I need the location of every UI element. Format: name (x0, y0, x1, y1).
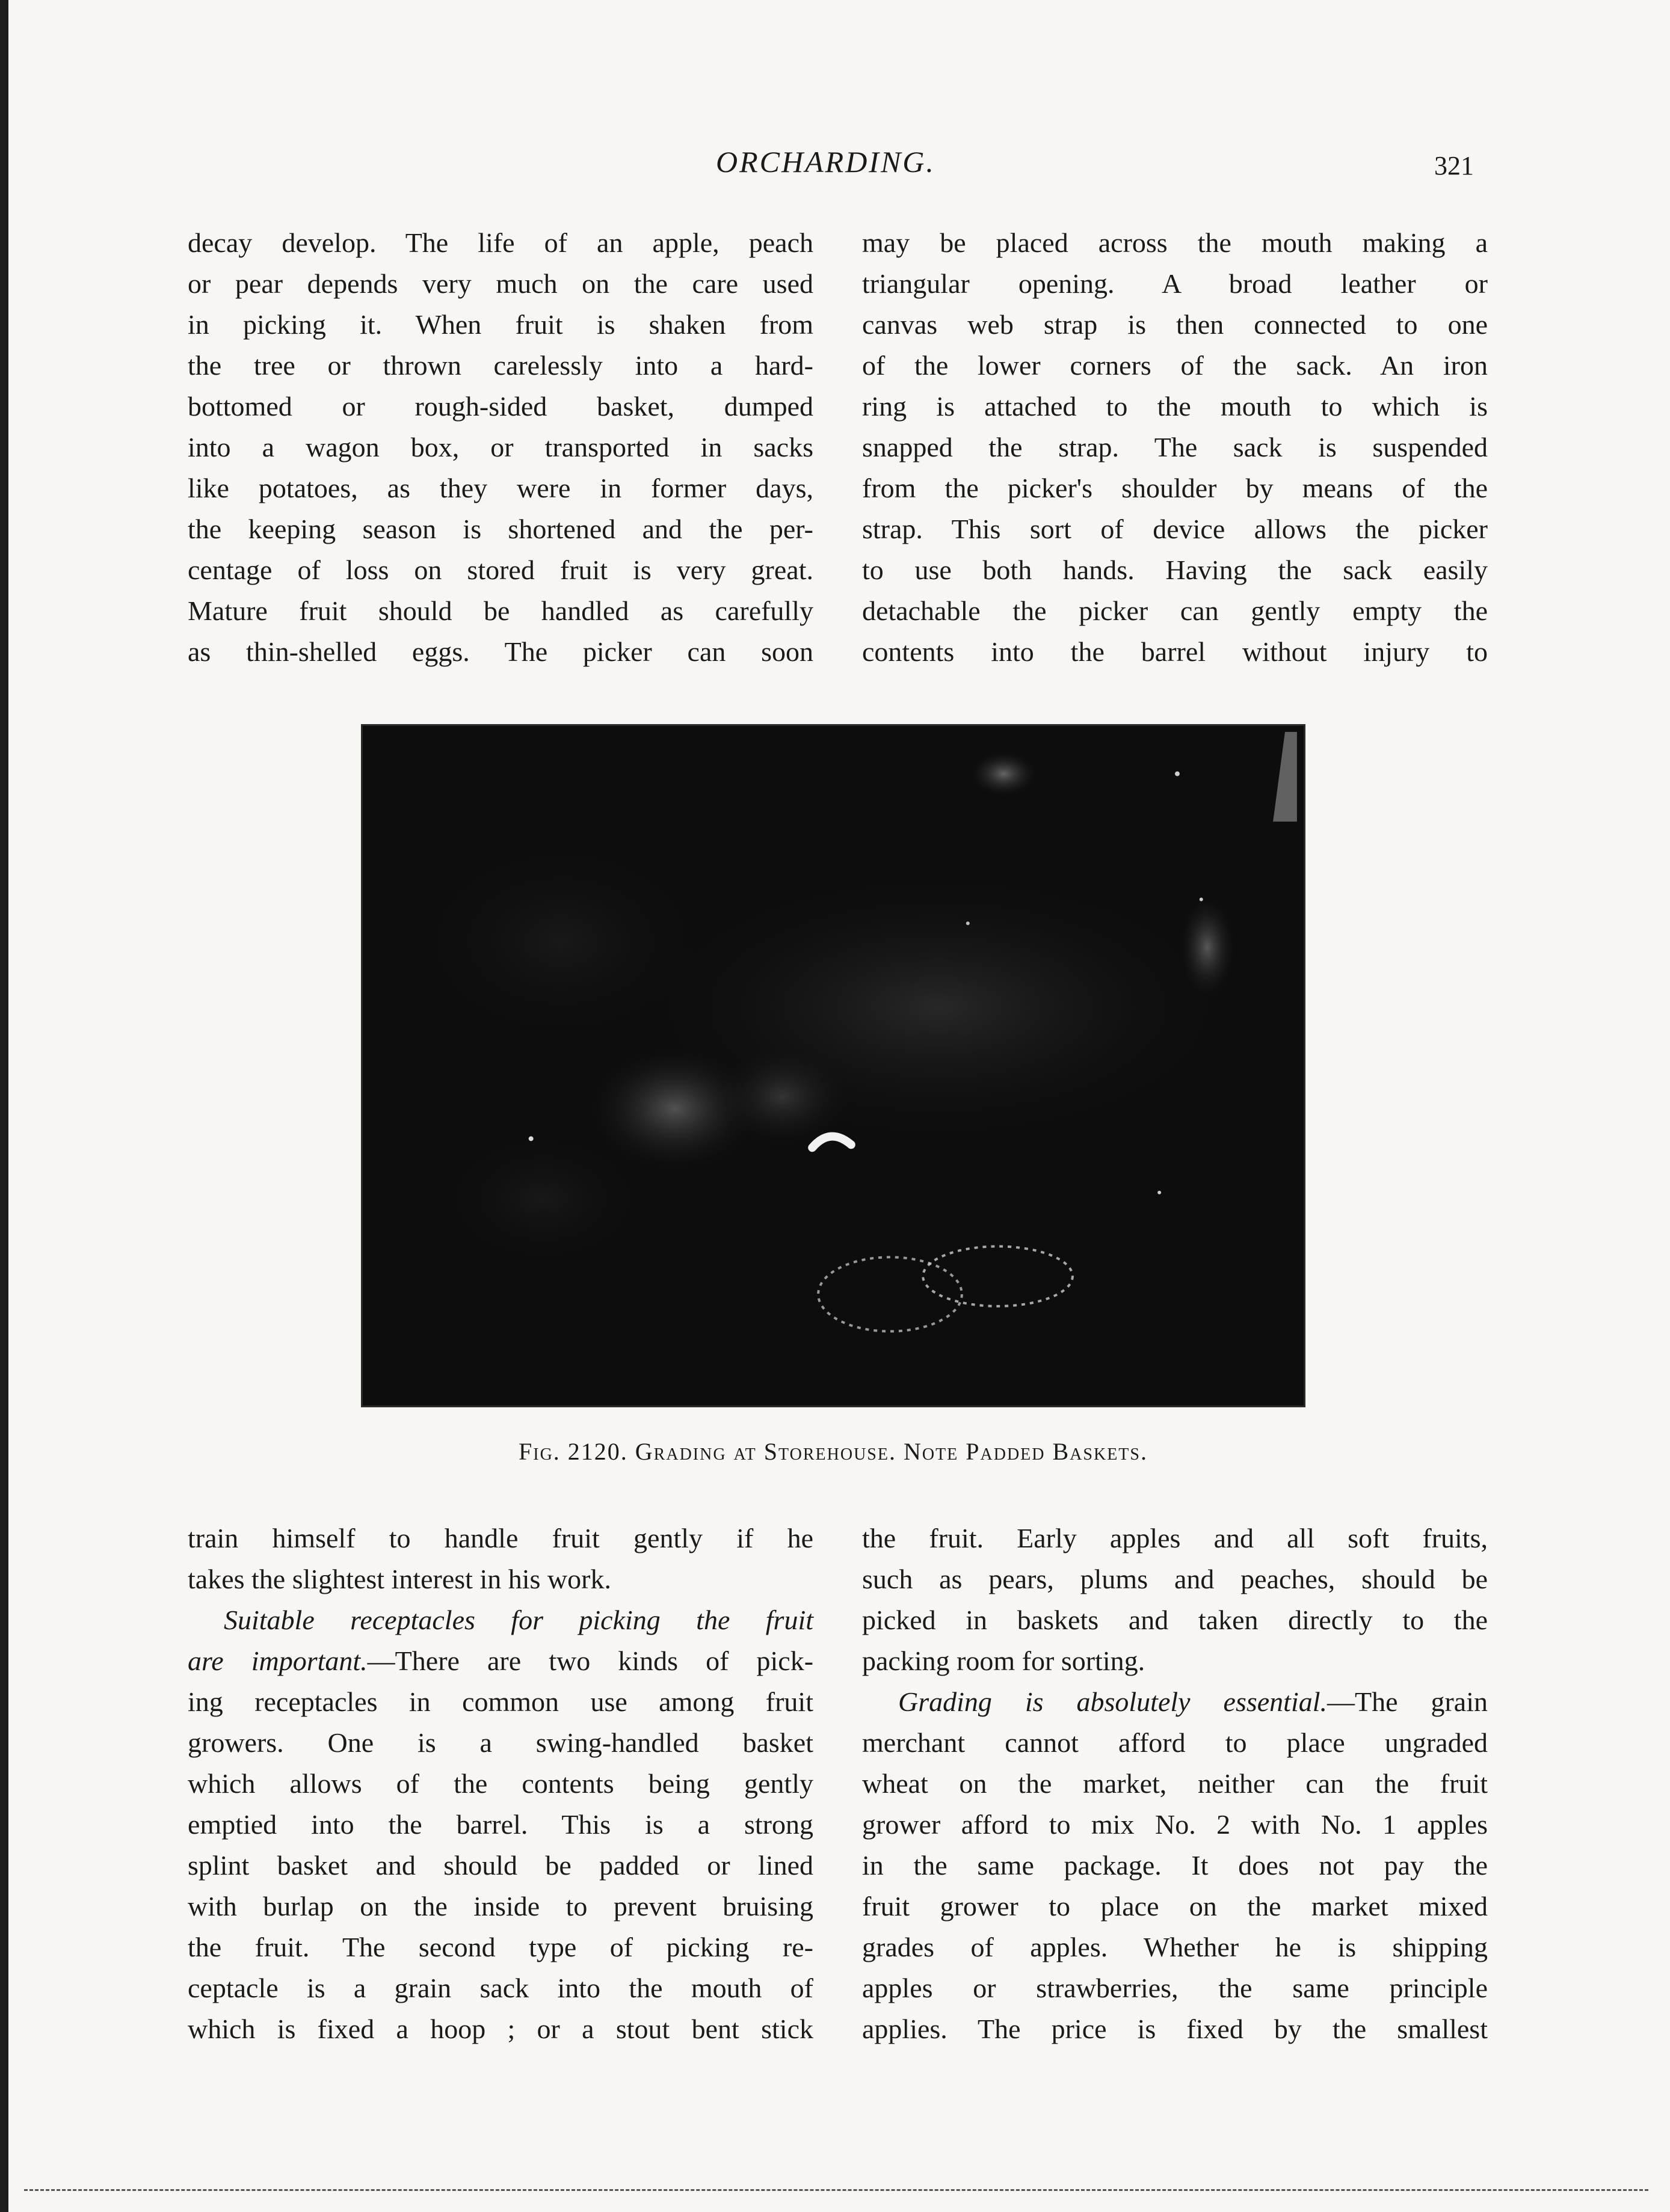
figure-caption: Fig. 2120. Grading at Storehouse. Note Padded Baskets. (519, 1438, 1148, 1465)
text-line: in picking it. When fruit is shaken from (188, 309, 813, 340)
text-line: of the lower corners of the sack. An iron (862, 350, 1488, 381)
subheading-line (862, 1682, 1488, 1722)
text-line: snapped the strap. The sack is suspended (862, 432, 1488, 462)
text-line: picked in baskets and taken directly to the (862, 1605, 1488, 1635)
text-line: in the same package. It does not pay the (862, 1850, 1488, 1881)
text-line: the fruit. Early apples and all soft fruits, (862, 1523, 1488, 1553)
subheading-line (188, 1600, 813, 1641)
text-line: strap. This sort of device allows the picker (862, 514, 1488, 544)
text-line: the keeping season is shortened and the per- (188, 514, 813, 544)
text-line: train himself to handle fruit gently if he (188, 1523, 813, 1553)
text-line: decay develop. The life of an apple, peach (188, 227, 813, 258)
text-line: ring is attached to the mouth to which is (862, 391, 1488, 422)
subheading-italic: are important. (188, 1645, 368, 1676)
text-line: detachable the picker can gently empty the (862, 595, 1488, 626)
text-line: as thin-shelled eggs. The picker can soon (188, 636, 813, 667)
text-line: which is fixed a hoop ; or a stout bent stick (188, 2014, 813, 2044)
text-line: ing receptacles in common use among fruit (188, 1686, 813, 1717)
figure-photograph (361, 724, 1305, 1407)
text-line: merchant cannot afford to place ungraded (862, 1727, 1488, 1758)
text-line: which allows of the contents being gently (188, 1768, 813, 1799)
text-line: apples or strawberries, the same principle (862, 1973, 1488, 2003)
text-line: growers. One is a swing-handled basket (188, 1727, 813, 1758)
text-line: grades of apples. Whether he is shipping (862, 1932, 1488, 1962)
text-line: grower afford to mix No. 2 with No. 1 apples (862, 1809, 1488, 1840)
running-title: ORCHARDING. (716, 145, 935, 179)
text-line: takes the slightest interest in his work. (188, 1564, 611, 1594)
text-line: such as pears, plums and peaches, should be (862, 1564, 1488, 1594)
text-line: bottomed or rough-sided basket, dumped (188, 391, 813, 422)
text-line: emptied into the barrel. This is a strong (188, 1809, 813, 1840)
subheading-rest: —There are two kinds of pick- (367, 1645, 814, 1676)
text-line: to use both hands. Having the sack easily (862, 555, 1488, 585)
column-bottom-left (188, 1518, 813, 2050)
text-line: contents into the barrel without injury to (862, 636, 1488, 667)
text-line: the tree or thrown carelessly into a hard- (188, 350, 813, 381)
text-line: canvas web strap is then connected to one (862, 309, 1488, 340)
subheading-rest: —The grain (1327, 1686, 1488, 1717)
text-line: Mature fruit should be handled as carefully (188, 595, 813, 626)
page-number: 321 (1434, 151, 1474, 180)
column-bottom-right (862, 1518, 1488, 2050)
text-line: from the picker's shoulder by means of the (862, 473, 1488, 503)
text-line: applies. The price is fixed by the smallest (862, 2014, 1488, 2044)
text-line: ceptacle is a grain sack into the mouth of (188, 1973, 813, 2003)
text-line: or pear depends very much on the care used (188, 268, 813, 299)
subheading-line (188, 1641, 813, 1682)
text-line: wheat on the market, neither can the fruit (862, 1768, 1488, 1799)
text-line: may be placed across the mouth making a (862, 227, 1488, 258)
text-line: with burlap on the inside to prevent bruising (188, 1891, 813, 1922)
photograph-image (363, 726, 1304, 1406)
text-line: like potatoes, as they were in former days, (188, 473, 813, 503)
text-line: centage of loss on stored fruit is very great. (188, 555, 813, 585)
text-line: triangular opening. A broad leather or (862, 268, 1488, 299)
text-line: into a wagon box, or transported in sacks (188, 432, 813, 462)
text-line: fruit grower to place on the market mixed (862, 1891, 1488, 1922)
page-bottom-rule (24, 2189, 1648, 2191)
subheading-italic: Suitable receptacles for picking the fruit (224, 1605, 813, 1635)
column-top-right (862, 223, 1488, 672)
page-header (0, 144, 1670, 192)
column-top-left (188, 223, 813, 672)
text-line: packing room for sorting. (862, 1645, 1145, 1676)
text-line: the fruit. The second type of picking re- (188, 1932, 813, 1962)
page-binding-edge (0, 0, 8, 2212)
text-line: splint basket and should be padded or lined (188, 1850, 813, 1881)
subheading-italic: Grading is absolutely essential. (898, 1686, 1328, 1717)
